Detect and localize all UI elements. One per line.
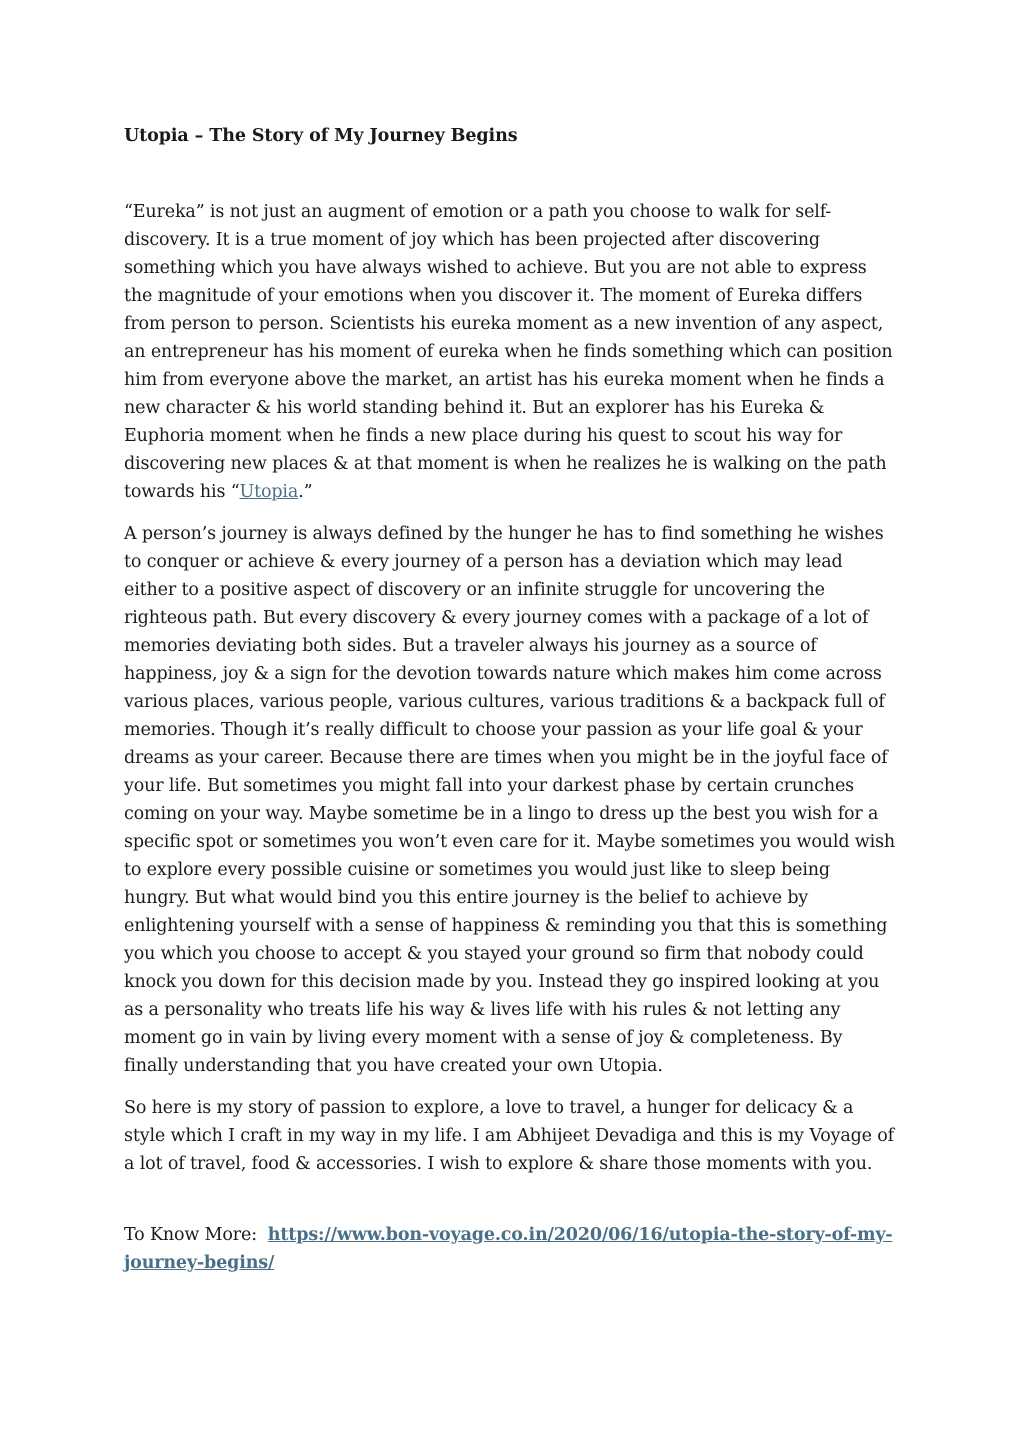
paragraph-journey: A person’s journey is always defined by the hunger he has to find something he wishes to conquer or achieve & every journey of a person has a deviation which may lead either to a positive aspect of discovery or an infinite struggle for uncovering the righteous path. But every discovery & every journey comes with a package of a lot of memories deviating both sides. But a traveler always his journey as a source of happiness, joy & a sign for the devotion towards nature which makes him come across various places, various people, various cultures, various traditions & a backpack full of memories. Though it’s really difficult to choose your passion as your life goal & your dreams as your career. Because there are times when you might be in the joyful face of your life. But sometimes you might fall into your darkest phase by certain crunches coming on your way. Maybe sometime be in a lingo to dress up the best you wish for a specific spot or sometimes you won’t even care for it. Maybe sometimes you would wish to explore every possible cuisine or sometimes you would just like to sleep being hungry. But what would bind you this entire journey is the belief to achieve by enlightening yourself with a sense of happiness & reminding you that this is something you which you choose to accept & you stayed your ground so firm that nobody could knock you down for this decision made by you. Instead they go inspired looking at you as a personality who treats life his way & lives life with his rules & not letting any moment go in vain by living every moment with a sense of joy & completeness. By finally understanding that you have created your own Utopia. xyxy=(124,524,896,1076)
paragraph-eureka-end: .” xyxy=(298,482,313,502)
paragraph-story: So here is my story of passion to explore, a love to travel, a hunger for delicacy & a style which I craft in my way in my life. I am Abhijeet Devadiga and this is my Voyage of a lot of travel, food & accessories. I wish to explore & share those moments with you. xyxy=(124,1098,894,1174)
paragraph-eureka-text: “Eureka” is not just an augment of emotion or a path you choose to walk for self-discovery. It is a true moment of joy which has been projected after discovering something which you have always wished to achieve. But you are not able to express the magnitude of your emotions when you discover it. The moment of Eureka differs from person to person. Scientists his eureka moment as a new invention of any aspect, an entrepreneur has his moment of eureka when he finds something which can position him from everyone above the market, an artist has his eureka moment when he finds a new character & his world standing behind it. But an explorer has his Eureka & Euphoria moment when he finds a new place during his quest to scout his way for discovering new places & at that moment is when he realizes he is walking on the path towards his “ xyxy=(124,202,893,502)
document-page xyxy=(124,121,899,1277)
paragraph-eureka xyxy=(124,198,899,506)
know-more-line xyxy=(124,1221,899,1277)
document-title: Utopia – The Story of My Journey Begins xyxy=(124,126,518,146)
know-more-label: To Know More: xyxy=(124,1225,257,1245)
utopia-link[interactable]: Utopia xyxy=(239,482,299,502)
know-more-url-link[interactable]: https://www.bon-voyage.co.in/2020/06/16/utopia-the-story-of-my-journey-begins/ xyxy=(124,1225,893,1273)
